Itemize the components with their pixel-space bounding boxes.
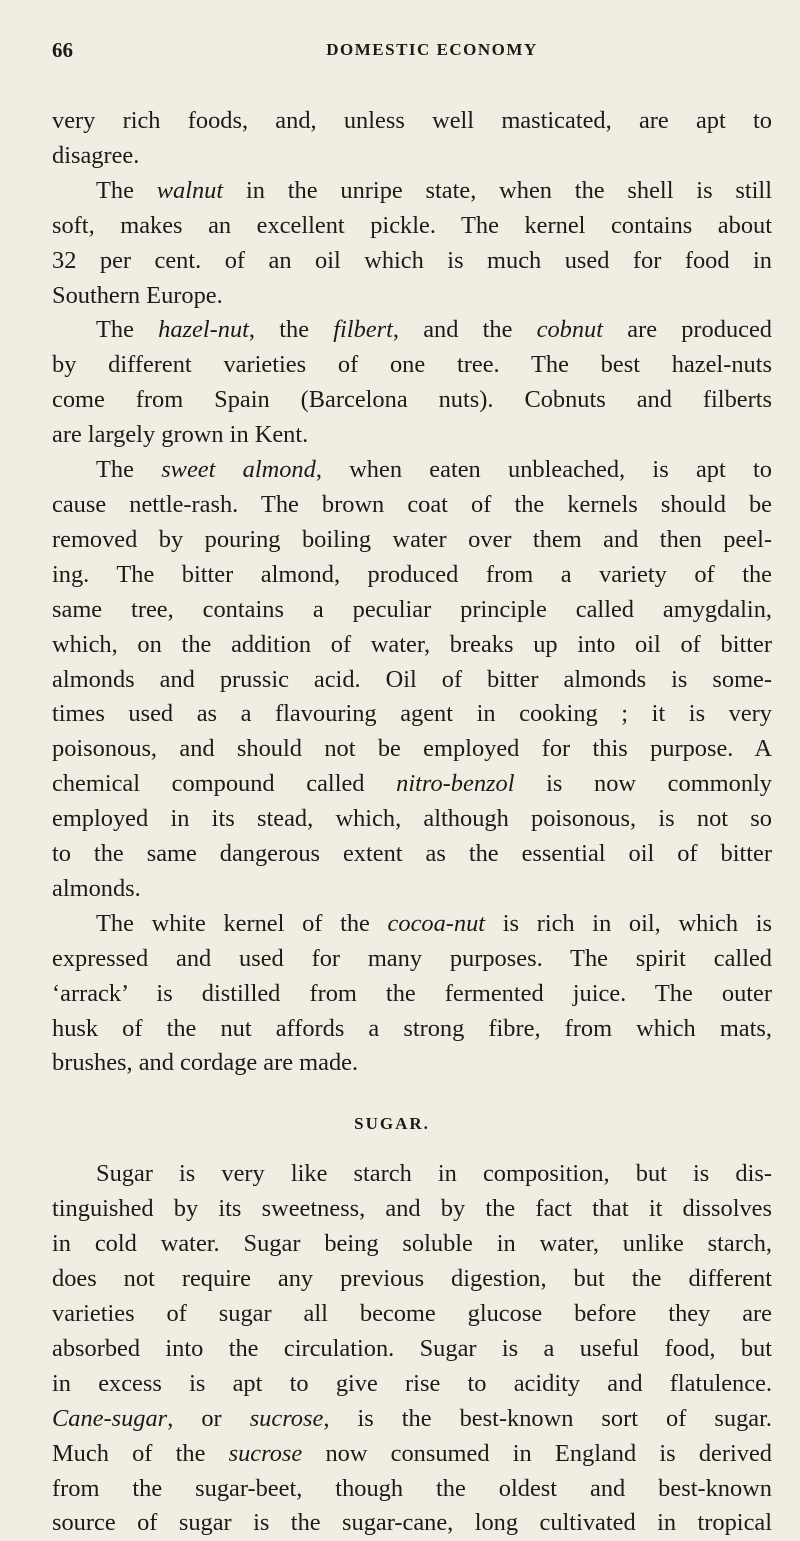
text-line: almonds and prussic acid. Oil of bitter almonds is some- xyxy=(52,665,772,693)
text-line: very rich foods, and, unless well masticated, are apt to xyxy=(52,107,772,134)
text-line: come from Spain (Barcelona nuts). Cobnuts and filberts xyxy=(52,386,772,414)
text-line: The walnut in the unripe state, when the shell is still xyxy=(96,176,772,204)
text-line: times used as a flavouring agent in cooking ; it is very xyxy=(52,700,772,728)
text-line: poisonous, and should not be employed for this purpose. A xyxy=(52,735,772,763)
text-line: The hazel-nut, the filbert, and the cobnut are produced xyxy=(96,316,772,344)
italic-term: cobnut xyxy=(536,316,604,344)
text-line: cause nettle-rash. The brown coat of the kernels should be xyxy=(52,490,772,518)
text-line: The white kernel of the cocoa-nut is rich in oil, which is xyxy=(96,909,773,937)
text-line: husk of the nut affords a strong fibre, from which mats, xyxy=(52,1014,772,1042)
text-line: employed in its stead, which, although poisonous, is not so xyxy=(52,805,772,833)
text-line: are largely grown in Kent. xyxy=(52,421,309,449)
italic-term: sucrose xyxy=(249,1404,324,1432)
running-head xyxy=(52,28,772,68)
text-line: Much of the sucrose now consumed in England is derived xyxy=(52,1439,772,1467)
text-line: same tree, contains a peculiar principle called amygdalin, xyxy=(52,595,772,623)
text-line: from the sugar-beet, though the oldest and best-known xyxy=(52,1474,772,1502)
running-title: DOMESTIC ECONOMY xyxy=(326,40,538,59)
text-line: chemical compound called nitro-benzol is now commonly xyxy=(52,770,772,798)
italic-term: sucrose xyxy=(228,1439,303,1467)
text-line: absorbed into the circulation. Sugar is a useful food, but xyxy=(52,1334,772,1362)
text-line: expressed and used for many purposes. The spirit called xyxy=(52,944,772,972)
italic-term: Cane-sugar xyxy=(52,1404,168,1432)
italic-term: sweet almond xyxy=(161,456,316,484)
text-line: Southern Europe. xyxy=(52,281,223,309)
text-line: varieties of sugar all become glucose before they are xyxy=(52,1300,772,1327)
text-line: ‘arrack’ is distilled from the fermented juice. The outer xyxy=(52,979,772,1007)
text-line: does not require any previous digestion, but the different xyxy=(52,1265,772,1293)
text-line: which, on the addition of water, breaks up into oil of bitter xyxy=(52,630,772,658)
italic-term: hazel-nut xyxy=(158,316,249,344)
text-line: to the same dangerous extent as the essential oil of bitter xyxy=(52,840,772,868)
text-line: ing. The bitter almond, produced from a variety of the xyxy=(52,560,772,588)
text-line: brushes, and cordage are made. xyxy=(52,1049,359,1077)
italic-term: cocoa-nut xyxy=(387,909,486,937)
text-line: in cold water. Sugar being soluble in water, unlike starch, xyxy=(52,1230,772,1258)
text-line: disagree. xyxy=(52,141,140,169)
italic-term: nitro-benzol xyxy=(396,770,515,798)
text-line: Sugar is very like starch in composition, but is dis- xyxy=(96,1160,772,1188)
text-line: removed by pouring boiling water over them and then peel- xyxy=(52,525,772,553)
text-line: almonds. xyxy=(52,874,141,902)
text-line: soft, makes an excellent pickle. The kernel contains about xyxy=(52,211,772,239)
section-nuts-text xyxy=(52,104,772,1081)
italic-term: filbert xyxy=(333,316,393,344)
text-line: tinguished by its sweetness, and by the fact that it dissolves xyxy=(52,1195,772,1223)
page-number: 66 xyxy=(52,38,73,62)
section-sugar-text xyxy=(52,1157,772,1541)
text-line: in excess is apt to give rise to acidity and flatulence. xyxy=(52,1369,772,1397)
text-line: The sweet almond, when eaten unbleached, is apt to xyxy=(96,456,772,484)
text-line: Cane-sugar, or sucrose, is the best-known sort of sugar. xyxy=(52,1404,772,1432)
text-line: 32 per cent. of an oil which is much used for food in xyxy=(52,246,772,274)
text-line: source of sugar is the sugar-cane, long cultivated in tropical xyxy=(52,1509,772,1537)
italic-term: walnut xyxy=(156,176,224,204)
text-line: by different varieties of one tree. The best hazel-nuts xyxy=(52,351,772,379)
section-heading-sugar: SUGAR. xyxy=(354,1114,430,1134)
